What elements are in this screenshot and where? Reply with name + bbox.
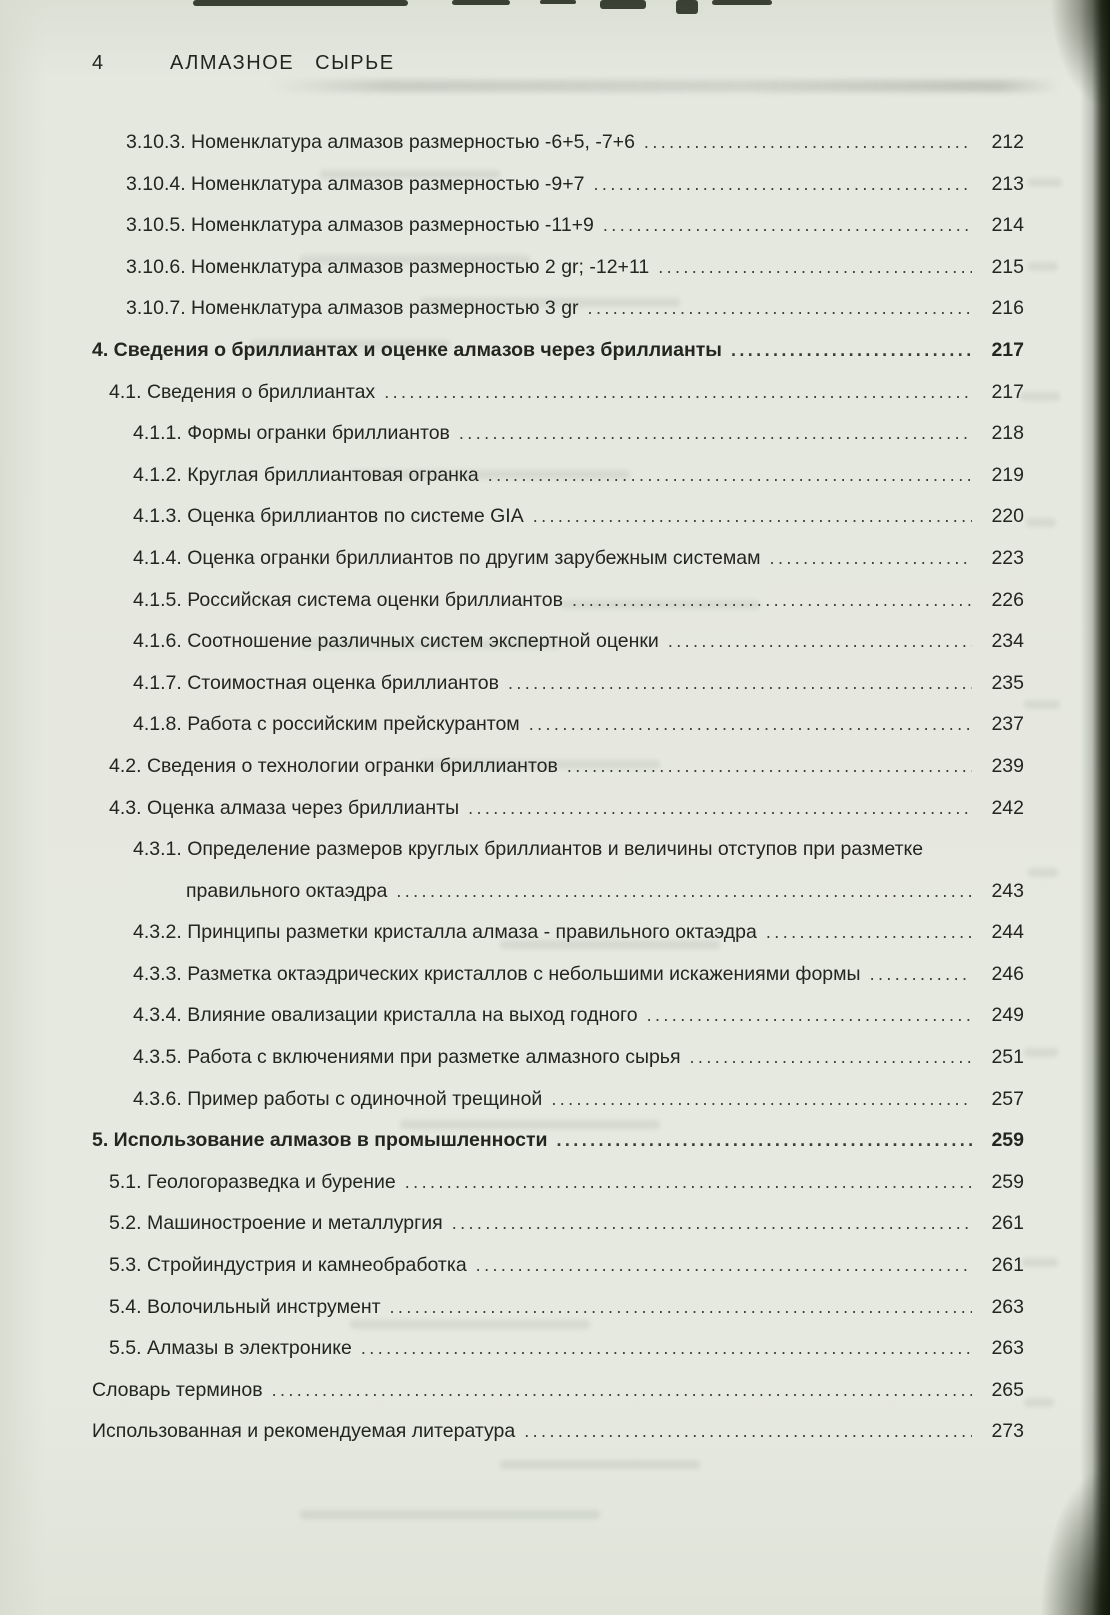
bleedthrough-artifact [1020,392,1060,401]
scan-artifact-top [540,0,576,4]
running-title: АЛМАЗНОЕ СЫРЬЕ [170,52,395,74]
toc-entry-title: 4.3.6. Пример работы с одиночной трещиной [133,1087,543,1110]
toc-page-number: 265 [991,1378,1024,1401]
toc-entry-title: 4.1.5. Российская система оценки бриллиантов [133,588,563,611]
scan-artifact-top [676,0,698,14]
toc-entry [92,954,1024,996]
bleedthrough-artifact [1026,518,1056,527]
toc-page-number: 216 [991,297,1024,320]
toc-leader-dots [731,330,972,372]
toc-page-number: 263 [991,1337,1024,1360]
toc-entry [92,580,1024,622]
toc-leader-dots [396,871,972,913]
toc-leader-dots [766,912,972,954]
toc-entry [92,496,1024,538]
toc-leader-dots [870,954,972,996]
toc-entry-title: 5. Использование алмазов в промышленности [92,1129,548,1152]
toc-page-number: 235 [991,671,1024,694]
toc-entry [92,372,1024,414]
toc-leader-dots [452,1203,972,1245]
toc-entry [92,1287,1024,1329]
toc-entry-title: 3.10.4. Номенклатура алмазов размерностью -9+7 [126,172,585,195]
bleedthrough-artifact [300,1510,600,1519]
toc-entry [92,829,1024,871]
page-header [92,52,990,75]
toc-entry-title: 4.1.2. Круглая бриллиантовая огранка [133,463,479,486]
toc-entry-title: 3.10.7. Номенклатура алмазов размерностью 3 gr [126,297,579,320]
toc-leader-dots [557,1120,973,1162]
toc-entry-title: 4.3. Оценка алмаза через бриллианты [109,796,460,819]
toc-leader-dots [405,1162,972,1204]
toc-entry-chapter [92,1120,1024,1162]
toc-page-number: 217 [991,338,1024,361]
toc-page-number: 261 [991,1212,1024,1235]
toc-page-number: 217 [991,380,1024,403]
toc-page-number: 249 [991,1004,1024,1027]
toc-entry-title: 5.5. Алмазы в электронике [109,1337,352,1360]
bleedthrough-artifact [1028,868,1058,877]
toc-entry [92,1245,1024,1287]
toc-leader-dots [361,1328,972,1370]
toc-entry-title: 4.1.3. Оценка бриллиантов по системе GIA [133,505,524,528]
toc-entry [92,746,1024,788]
toc-entry-title: 4.3.2. Принципы разметки кристалла алмаза - правильного октаэдра [133,921,757,944]
toc-entry [92,164,1024,206]
book-gutter-shadow [1080,0,1110,1615]
toc-entry-title: 4.1. Сведения о бриллиантах [109,380,376,403]
toc-page-number: 261 [991,1254,1024,1277]
toc-page-number: 223 [991,546,1024,569]
toc-entry [92,1370,1024,1412]
toc-leader-dots [647,995,972,1037]
toc-entry [92,704,1024,746]
toc-entry-chapter [92,330,1024,372]
toc-entry [92,1328,1024,1370]
scan-artifact-top [452,0,510,5]
toc-entry-title: 4.1.6. Соотношение различных систем экспертной оценки [133,630,659,653]
toc-entry [92,288,1024,330]
toc-page-number: 212 [991,131,1024,153]
toc-leader-dots [690,1037,972,1079]
table-of-contents [92,122,1024,1453]
toc-entry-title: 4.1.4. Оценка огранки бриллиантов по другим зарубежным системам [133,546,761,569]
bleedthrough-artifact [1024,700,1060,709]
toc-page-number: 251 [991,1046,1024,1069]
toc-page-number: 220 [991,505,1024,528]
toc-leader-dots [272,1370,972,1412]
toc-entry [92,788,1024,830]
book-gutter-shadow-bottom [1040,1465,1110,1615]
toc-entry-title: 3.10.6. Номенклатура алмазов размерностью 2 gr; -12+11 [126,255,650,278]
toc-leader-dots [594,164,972,206]
toc-page-number: 215 [991,255,1024,278]
bleedthrough-artifact [1022,1258,1058,1267]
toc-leader-dots [572,580,972,622]
toc-page-number: 219 [991,463,1024,486]
toc-entry [92,1037,1024,1079]
toc-entry [92,621,1024,663]
toc-entry-title: 4.1.1. Формы огранки бриллиантов [133,422,450,445]
toc-entry [92,912,1024,954]
toc-entry [92,1162,1024,1204]
toc-entry [92,413,1024,455]
page-number: 4 [92,52,104,74]
toc-page-number: 244 [991,921,1024,944]
bleedthrough-artifact [1024,1048,1058,1057]
toc-page-number: 246 [991,962,1024,985]
toc-page-number: 237 [991,713,1024,736]
toc-leader-dots [770,538,972,580]
bleedthrough-artifact [1024,1398,1054,1407]
toc-leader-dots [459,413,972,455]
toc-entry-title: 4.3.1. Определение размеров круглых бриллиантов и величины отступов при разметке [133,838,924,861]
toc-entry-title: Использованная и рекомендуемая литература [92,1420,516,1443]
toc-entry [92,995,1024,1037]
toc-leader-dots [668,621,972,663]
toc-entry-title: 4.1.8. Работа с российским прейскурантом [133,713,520,736]
bleedthrough-artifact [1028,178,1062,187]
toc-entry-continuation [92,871,1024,913]
toc-entry-title: 4.3.3. Разметка октаэдрических кристаллов с небольшими искажениями формы [133,962,861,985]
toc-entry-title: 5.1. Геологоразведка и бурение [109,1170,396,1193]
toc-page-number: 263 [991,1295,1024,1318]
toc-leader-dots [588,288,972,330]
bleedthrough-artifact [500,1460,700,1469]
toc-entry-title: 3.10.3. Номенклатура алмазов размерностью -6+5, -7+6 [126,131,635,153]
toc-page-number: 226 [991,588,1024,611]
toc-page-number: 257 [991,1087,1024,1110]
bleedthrough-artifact [1028,262,1058,271]
toc-entry-title: 4.1.7. Стоимостная оценка бриллиантов [133,671,499,694]
toc-leader-dots [476,1245,972,1287]
toc-page-number: 259 [991,1170,1024,1193]
book-gutter-shadow-top [1050,0,1110,110]
toc-leader-dots [567,746,972,788]
toc-leader-dots [524,1411,972,1453]
toc-leader-dots [384,372,972,414]
scan-artifact-top [712,0,772,5]
toc-entry [92,247,1024,289]
toc-entry-title: 5.4. Волочильный инструмент [109,1295,381,1318]
toc-entry-title: 4.3.4. Влияние овализации кристалла на выход годного [133,1004,638,1027]
toc-leader-dots [603,205,972,247]
toc-page-number: 213 [991,172,1024,195]
toc-entry [92,122,1024,164]
toc-entry-title: 5.3. Стройиндустрия и камнеобработка [109,1254,467,1277]
toc-entry-title: 5.2. Машиностроение и металлургия [109,1212,443,1235]
toc-entry [92,1203,1024,1245]
toc-leader-dots [508,663,972,705]
toc-entry-title: Словарь терминов [92,1378,263,1401]
toc-entry-title: 4.2. Сведения о технологии огранки бриллиантов [109,754,558,777]
toc-entry [92,205,1024,247]
toc-leader-dots [658,247,972,289]
toc-page-number: 259 [991,1129,1024,1152]
toc-entry [92,663,1024,705]
toc-leader-dots [551,1079,972,1121]
toc-entry [92,1079,1024,1121]
toc-page-number: 214 [991,214,1024,237]
toc-entry [92,538,1024,580]
toc-entry-title-continuation: правильного октаэдра [186,879,388,902]
toc-page-number: 273 [991,1420,1024,1443]
toc-leader-dots [529,704,972,746]
toc-page-number: 239 [991,754,1024,777]
toc-leader-dots [390,1287,972,1329]
toc-leader-dots [468,788,972,830]
scan-artifact-top [193,0,408,6]
scan-artifact-top [600,0,646,9]
toc-entry [92,1411,1024,1453]
scan-smudge [270,80,1060,92]
toc-leader-dots [644,122,972,164]
toc-entry-title: 4.3.5. Работа с включениями при разметке алмазного сырья [133,1046,681,1069]
toc-page-number: 218 [991,422,1024,445]
toc-page-number: 242 [991,796,1024,819]
toc-page-number: 243 [991,879,1024,902]
toc-leader-dots [488,455,972,497]
toc-entry [92,455,1024,497]
toc-entry-title: 3.10.5. Номенклатура алмазов размерностью -11+9 [126,214,594,237]
toc-leader-dots [533,496,972,538]
toc-page-number: 234 [991,630,1024,653]
toc-entry-title: 4. Сведения о бриллиантах и оценке алмазов через бриллианты [92,338,722,361]
